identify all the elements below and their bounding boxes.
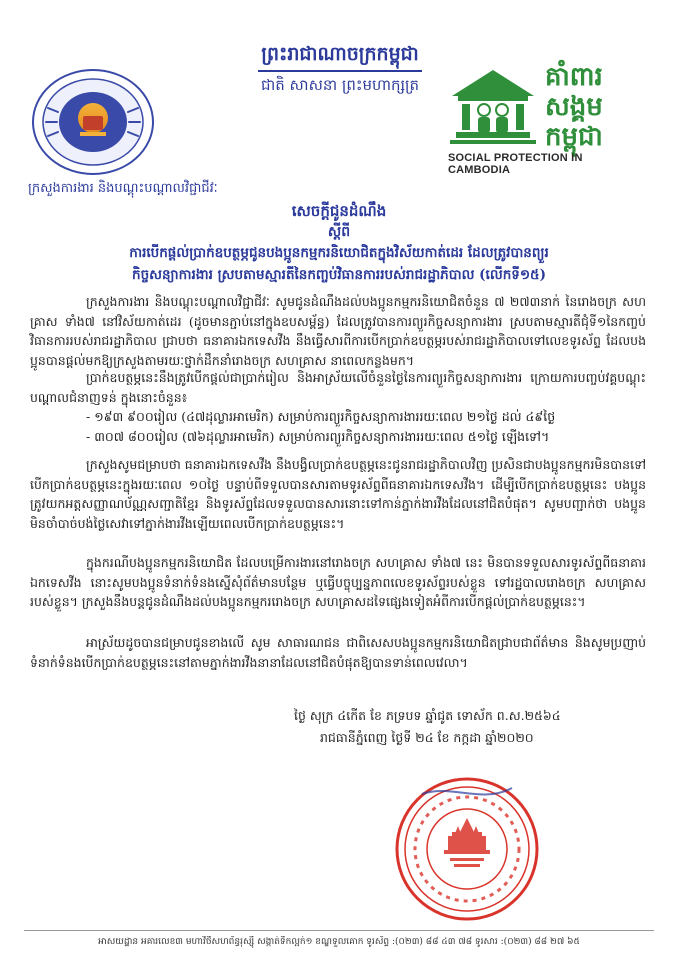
list-item: - ៣០៧ ៨០០រៀល (៧៦ដុល្លារអាមេរិក) សម្រាប់ការព្យួរកិច្ចសន្យាការងាររយៈពេល ៥១ថ្ងៃ ឡើងទៅ។: [86, 429, 550, 444]
footer-address: អាសយដ្ឋាន អគារលេខ៣ មហាវិថីសហព័ន្ធរុស្ស៊ី សង្កាត់ទឹកល្អក់១ ខណ្ឌទួលគោក ទូរស័ព្ទ :(០២៣) ៨៨ ៤៣ ៧៨ ទូរសារ :(០២៣) ៨៨ ២៧ ៦៥: [98, 937, 580, 947]
wordmark-line-3: កម្ពុជា: [545, 122, 603, 152]
kingdom-heading: ព្រះរាជាណាចក្រកម្ពុជា: [261, 43, 419, 65]
notice-subject-line-1: ការបើកផ្តល់ប្រាក់ឧបត្ថម្ភជូនបងប្អូនកម្មករនិយោជិតក្នុងវិស័យកាត់ដេរ ដែលត្រូវបានព្យួរ: [129, 245, 549, 261]
paragraph-4: ក្នុងករណីបងប្អូនកម្មករនិយោជិត ដែលបម្រើការងារនៅរោងចក្រ សហគ្រាស ទាំង៧ នេះ មិនបានទទួលសារទូរស័ព្ទពីធនាគារឯកទេសវីង នោះសូមបងប្អូនទំនាក់ទំនងស្នើសុំព័ត៌មានបន្ថែម ឬធ្វើបច្ចុប្បន្នភាពលេខទូរស័ព្ទរបស់ខ្លួន ទៅរដ្ឋបាលរោងចក្រ សហគ្រាសរបស់ខ្លួន។ ក្រសួងនឹងបន្តជូនដំណឹងដល់បងប្អូនកម្មកររោងចក្រ សហគ្រាសដទៃផ្សេងទៀតអំពីការបើកផ្តល់ប្រាក់ឧបត្ថម្ភនេះ។: [30, 555, 646, 609]
wordmark-line-1: គាំពារ: [545, 62, 603, 92]
heading-divider: [258, 70, 422, 72]
lunar-date: ថ្ងៃ សុក្រ ៤កើត ខែ ភទ្របទ ឆ្នាំជូត ទោស័ក ព.ស.២៥៦៤: [294, 708, 561, 723]
official-stamp: [392, 774, 542, 924]
social-protection-emblem: [448, 66, 538, 146]
footer-divider: [24, 930, 654, 931]
paragraph-2: ប្រាក់ឧបត្ថម្ភនេះនឹងត្រូវបើកផ្តល់ជាប្រាក់រៀល និងអាស្រ័យលើចំនួនថ្ងៃនៃការព្យួរកិច្ចសន្យាការងារ ក្រោយការបញ្ចប់វគ្គបណ្តុះបណ្តាលជំនាញទន់ ក្នុងនោះចំនួន៖: [30, 370, 646, 405]
paragraph-5: អាស្រ័យដូចបានជម្រាបជូនខាងលើ សូម សាធារណជន ជាពិសេសបងប្អូនកម្មករនិយោជិតជ្រាបជាព័ត៌មាន និងសូមប្រញាប់ទំនាក់ទំនងបើកប្រាក់ឧបត្ថម្ភនេះនៅតាមភ្នាក់ងារវីងនានាដែលនៅជិតបំផុតឱ្យបានទាន់ពេលវេលា។: [30, 635, 646, 670]
paragraph-3: ក្រសួងសូមជម្រាបថា ធនាគារឯកទេសវីង នឹងបង្វិលប្រាក់ឧបត្ថម្ភនេះជូនរាជរដ្ឋាភិបាលវិញ ប្រសិនជាបងប្អូនកម្មករមិនបានទៅបើកប្រាក់ឧបត្ថម្ភនេះក្នុងរយៈពេល ១០ថ្ងៃ បន្ទាប់ពីទទួលបានសារតាមទូរស័ព្ទពីធនាគារឯកទេសវីង។ ដើម្បីបើកប្រាក់ឧបត្ថម្ភនេះ បងប្អូនត្រូវយកអត្តសញ្ញាណប័ណ្ណសញ្ជាតិខ្មែរ និងទូរស័ព្ទដែលទទួលបានសារនោះទៅកាន់ភ្នាក់ងារវីងដែលនៅជិតបំផុត។ សូមបញ្ជាក់ថា បងប្អូនមិនចាំបាច់បង់ថ្លៃសេវាទៅភ្នាក់ងារវីងឡើយពេលបើកប្រាក់ឧបត្ថម្ភនេះ។: [30, 457, 646, 531]
list-item: - ១៩៣ ៩០០រៀល (៤៧ដុល្លារអាមេរិក) សម្រាប់ការព្យួរកិច្ចសន្យាការងាររយៈពេល ២១ថ្ងៃ ដល់ ៤៩ថ្ងៃ: [86, 409, 556, 424]
ministry-name: ក្រសួងការងារ និងបណ្តុះបណ្តាលវិជ្ជាជីវៈ: [28, 181, 218, 196]
national-motto: ជាតិ សាសនា ព្រះមហាក្សត្រ: [260, 76, 420, 94]
wordmark-line-2: សង្គម: [545, 92, 603, 122]
social-protection-caption: SOCIAL PROTECTION IN CAMBODIA: [448, 152, 583, 176]
solar-date: រាជធានីភ្នំពេញ ថ្ងៃទី ២៤ ខែ កក្កដា ឆ្នាំ២០២០: [320, 730, 534, 745]
notice-subject-label: ស្តីពី: [327, 224, 351, 240]
social-protection-wordmark: [545, 62, 645, 152]
paragraph-1: ក្រសួងការងារ និងបណ្តុះបណ្តាលវិជ្ជាជីវៈ សូមជូនដំណឹងដល់បងប្អូនកម្មករនិយោជិតចំនួន ៧ ២៧៣នាក់ នៃរោងចក្រ សហគ្រាស ទាំង៧ នៅវិស័យកាត់ដេរ (ដូចមានភ្ជាប់នៅក្នុងឧបសម្ព័ន្ធ) ដែលត្រូវបានការព្យួរកិច្ចសន្យាការងារ ស្របតាមស្មារតីជុំទី១នៃកញ្ចប់វិធានការរបស់រាជរដ្ឋាភិបាល ជ្រាបថា ធនាគារឯកទេសវីង នឹងធ្វើសារពីការបើកប្រាក់ឧបត្ថម្ភរបស់រាជរដ្ឋាភិបាលទៅលេខទូរស័ព្ទ ដែលបងប្អូនបានផ្តល់មកឱ្យក្រសួងតាមរយៈថ្នាក់ដឹកនាំរោងចក្រ សហគ្រាស នាពេលកន្លងមក។: [30, 294, 646, 368]
ministry-logo: [28, 66, 158, 178]
notice-subject-line-2: កិច្ចសន្យាការងារ ស្របតាមស្មារតីនៃកញ្ចប់វិធានការរបស់រាជរដ្ឋាភិបាល (លើកទី១៥): [132, 267, 546, 283]
notice-title: សេចក្តីជូនដំណឹង: [291, 202, 387, 220]
